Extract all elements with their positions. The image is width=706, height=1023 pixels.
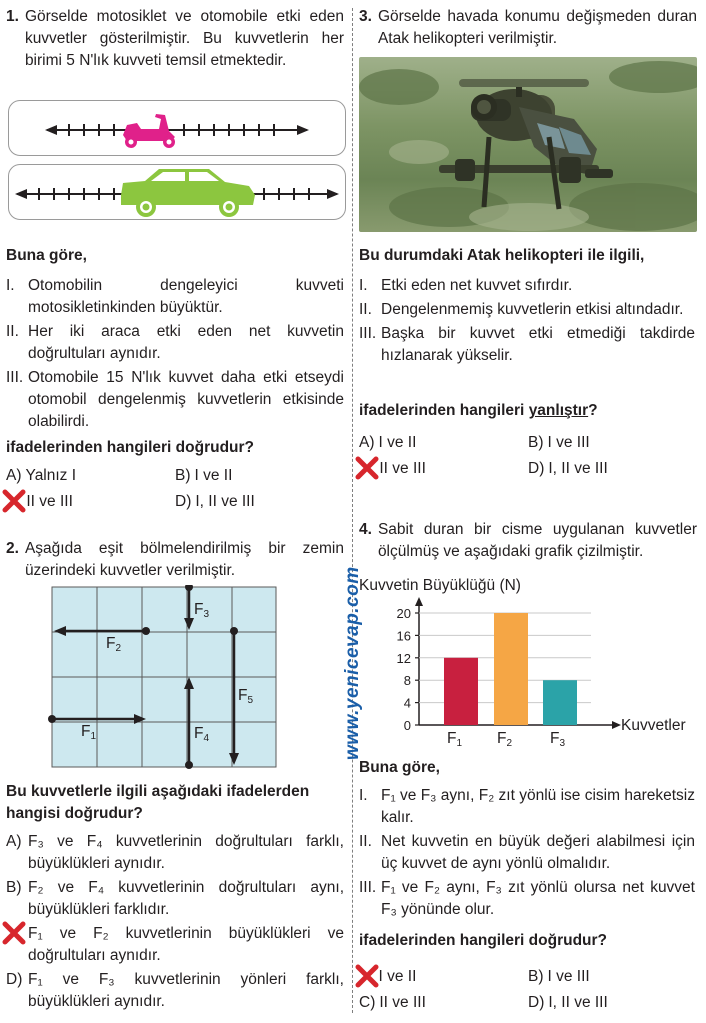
q4-statement-3: III. F₁ ve F₂ aynı, F₃ zıt yönlü olursa net kuvvet F₃ yönünde olur. [359,879,695,918]
question-4-lead: Buna göre, [359,759,440,776]
chart-x-tick-f2: $F_2$ [497,730,513,749]
q4-statement-1: I. F₁ ve F₃ aynı, F₂ zıt yönlü ise cisim hareketsiz kalır. [359,787,695,826]
q4-statement-2: II. Net kuvvetin en büyük değeri alabilmesi için üç kuvvet de aynı yönlü olmalıdır. [359,833,695,872]
option-d[interactable]: D) I, II ve III [175,493,255,510]
question-4-text: Sabit duran bir cisme uygulanan kuvvetler ölçülmüş ve aşağıdaki grafik çizilmiştir. [377,521,697,560]
question-1-lead: Buna göre, [6,247,87,264]
statement-2: II. Her iki araca etki eden net kuvvetin doğrultuları aynıdır. [6,323,344,362]
question-3 [359,6,697,50]
option-c[interactable]: II ve III [6,491,171,513]
chart-y-tick-label: 20 [396,606,411,621]
chart-bar-f1 [444,658,478,725]
chart-x-tick-f3: $F_3$ [550,730,566,749]
q4-option-c[interactable]: C) II ve III [359,994,426,1011]
car-force-svg [9,165,347,221]
question-2 [6,538,344,582]
q4-option-b[interactable]: B) I ve III [528,968,590,985]
q2-option-a[interactable]: A) F₃ ve F₄ kuvvetlerinin doğrultuları farklı, büyüklükleri aynıdır. [6,833,344,872]
q3-statement-1: I. Etki eden net kuvvet sıfırdır. [359,277,573,294]
question-2-text: Aşağıda eşit bölmelendirilmiş bir zemin üzerindeki kuvvetler verilmiştir. [24,540,344,579]
chart-y-axis-arrow [415,597,423,606]
option-a[interactable]: A) Yalnız I [6,467,77,484]
statement-1: I. Otomobilin dengeleyici kuvveti motosikletinkinden büyüktür. [6,277,344,316]
question-4-options [359,966,689,1014]
chart-x-axis-arrow [612,721,621,729]
question-2-number: 2. [6,540,19,557]
chart-y-tick-label: 4 [403,695,411,711]
q3-option-c[interactable]: II ve III [359,458,524,480]
label-f2: $F_2$ [106,635,122,654]
chart-y-tick-label: 0 [403,718,411,733]
q3-statement-3: III. Başka bir kuvvet etki etmediği takdirde hızlanarak yükselir. [359,325,695,364]
motorcycle-icon [123,114,175,148]
question-1-number: 1. [6,8,19,25]
label-f1: $F_1$ [81,723,97,742]
label-f3: $F_3$ [194,601,210,620]
q3-option-d[interactable]: D) I, II ve III [528,460,608,477]
question-1-statements [6,275,344,433]
answer-cross-icon [355,456,379,480]
question-4-prompt: ifadelerinden hangileri doğrudur? [359,932,608,949]
question-3-lead: Bu durumdaki Atak helikopteri ile ilgili, [359,247,645,264]
question-1-options [6,465,336,513]
car-force-diagram [8,164,346,220]
q4-option-d[interactable]: D) I, II ve III [528,994,608,1011]
q2-option-b[interactable]: B) F₂ ve F₄ kuvvetlerinin doğrultuları aynı, büyüklükleri farklıdır. [6,879,344,918]
car-icon [121,169,255,217]
q3-statement-2: II. Dengelenmemiş kuvvetlerin etkisi altındadır. [359,301,684,318]
question-4 [359,519,697,563]
motorcycle-force-diagram [8,100,346,156]
helicopter-photo [359,57,697,232]
question-3-statements [359,275,695,367]
chart-x-tick-f1: $F_1$ [447,730,463,749]
question-4-statements [359,785,695,921]
column-divider [352,8,353,1013]
chart-bar-f3 [543,680,577,725]
question-3-prompt: ifadelerinden hangileri yanlıştır? [359,402,598,419]
q2-option-d[interactable]: D) F₁ ve F₃ kuvvetlerinin yönleri farklı, büyüklükleri aynıdır. [6,971,344,1010]
chart-y-tick-label: 12 [396,650,411,666]
question-3-number: 3. [359,8,372,25]
q3-option-a[interactable]: A) I ve II [359,434,417,451]
force-grid-diagram [46,585,286,782]
helicopter-illustration [359,57,697,232]
answer-cross-icon [355,964,379,988]
option-b[interactable]: B) I ve II [175,467,233,484]
motorcycle-force-svg [9,101,347,157]
chart-bar-f2 [494,613,528,725]
statement-3: III. Otomobile 15 N'lık kuvvet daha etki etseydi otomobil dengelenmiş kuvvetlerin etkisinde olabilirdi. [6,369,344,430]
label-f4: $F_4$ [194,725,210,744]
question-2-options [6,831,344,1013]
q3-option-b[interactable]: B) I ve III [528,434,590,451]
label-f5: $F_5$ [238,687,254,706]
question-3-options [359,432,689,480]
answer-cross-icon [2,921,26,945]
question-1-prompt: ifadelerinden hangileri doğrudur? [6,439,255,456]
question-3-text: Görselde havada konumu değişmeden duran Atak helikopteri verilmiştir. [377,8,697,47]
chart-x-axis-label: Kuvvetler [621,717,686,734]
question-1 [6,6,344,72]
force-bar-chart [359,575,699,755]
q4-option-a[interactable]: I ve II [359,966,524,988]
chart-y-tick-label: 8 [403,673,411,689]
q2-option-c[interactable]: F₁ ve F₂ kuvvetlerinin büyüklükleri ve doğrultuları aynıdır. [6,923,344,967]
question-3-keyword: yanlıştır [528,402,589,419]
answer-cross-icon [2,489,26,513]
chart-y-tick-label: 16 [396,628,411,644]
force-grid-svg [46,585,286,775]
watermark: www.yenicevap.com [342,566,363,760]
question-4-number: 4. [359,521,372,538]
question-1-text: Görselde motosiklet ve otomobile etki eden kuvvetler gösterilmiştir. Bu kuvvetlerin her birimi 5 N'lık kuvveti temsil etmektedir. [24,8,344,69]
chart-y-axis-label: Kuvvetin Büyüklüğü (N) [359,577,521,594]
question-2-prompt: Bu kuvvetlerle ilgili aşağıdaki ifadelerden hangisi doğrudur? [6,783,310,822]
